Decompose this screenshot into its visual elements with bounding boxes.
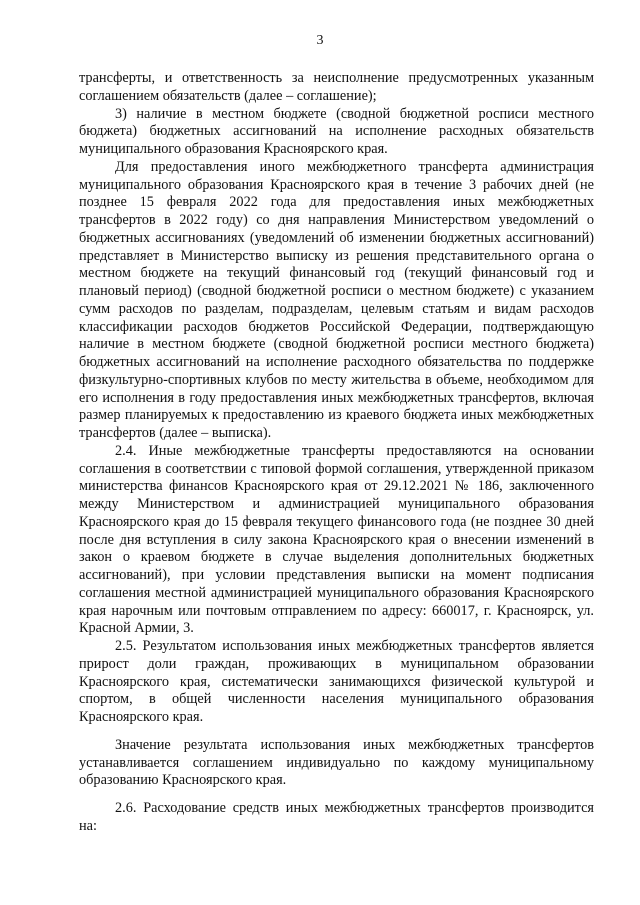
page-number: 3	[316, 33, 324, 48]
paragraph-statement-submission: Для предоставления иного межбюджетного трансферта администрация муниципального образования Красноярского края в течение 3 рабочих дней (не позднее 15 февраля 2022 года для предоставления иных межбюджетных трансфертов в 2022 году) со дня направления Министерством уведомлений о бюджетных ассигнованиях (уведомлений об изменении бюджетных ассигнований) представляет в Министерство выписку из решения представительного органа о местном бюджете на текущий финансовый год (текущий финансовый год и плановый период) (сводной бюджетной росписи о местном бюджете) с указанием сумм расходов по разделам, подразделам, целевым статьям и видам расходов классификации расходов бюджетов Российской Федерации, подтверждающую наличие в местном бюджете (сводной бюджетной росписи местного бюджета) бюджетных ассигнований на исполнение расходного обязательства по поддержке физкультурно-спортивных клубов по месту жительства в объеме, необходимом для его исполнения в году предоставления иных межбюджетных трансфертов, включая размер планируемых к предоставлению из краевого бюджета иных межбюджетных трансфертов (далее – выписка).	[79, 158, 594, 441]
paragraph-item-3: 3) наличие в местном бюджете (сводной бюджетной росписи местного бюджета) бюджетных ассигнований на исполнение расходных обязательств муниципального образования Красноярского края.	[79, 105, 594, 157]
paragraph-result-value: Значение результата использования иных межбюджетных трансфертов устанавливается соглашением индивидуально по каждому муниципальному образованию Красноярского края.	[79, 736, 594, 789]
paragraph-2-5: 2.5. Результатом использования иных межбюджетных трансфертов является прирост доли граждан, проживающих в муниципальном образовании Красноярского края, систематически занимающихся физической культурой и спортом, в общей численности населения муниципального образования Красноярского края.	[79, 638, 594, 725]
paragraph-2-6: 2.6. Расходование средств иных межбюджетных трансфертов производится на:	[79, 800, 594, 834]
document-body	[79, 70, 594, 836]
paragraph-continuation: трансферты, и ответственность за неисполнение предусмотренных указанным соглашением обязательств (далее – соглашение);	[79, 70, 594, 104]
paragraph-2-4: 2.4. Иные межбюджетные трансферты предоставляются на основании соглашения в соответствии с типовой формой соглашения, утвержденной приказом министерства финансов Красноярского края от 29.12.2021 № 186, заключенного между Министерством и администрацией муниципального образования Красноярского края до 15 февраля текущего финансового года (не позднее 30 дней после дня вступления в силу закона Красноярского края о внесении изменений в закон о краевом бюджете в случае выделения дополнительных бюджетных ассигнований), при условии представления выписки на момент подписания соглашения местной администрацией муниципального образования Красноярского края нарочным или почтовым отправлением по адресу: 660017, г. Красноярск, ул. Красной Армии, 3.	[79, 442, 594, 637]
